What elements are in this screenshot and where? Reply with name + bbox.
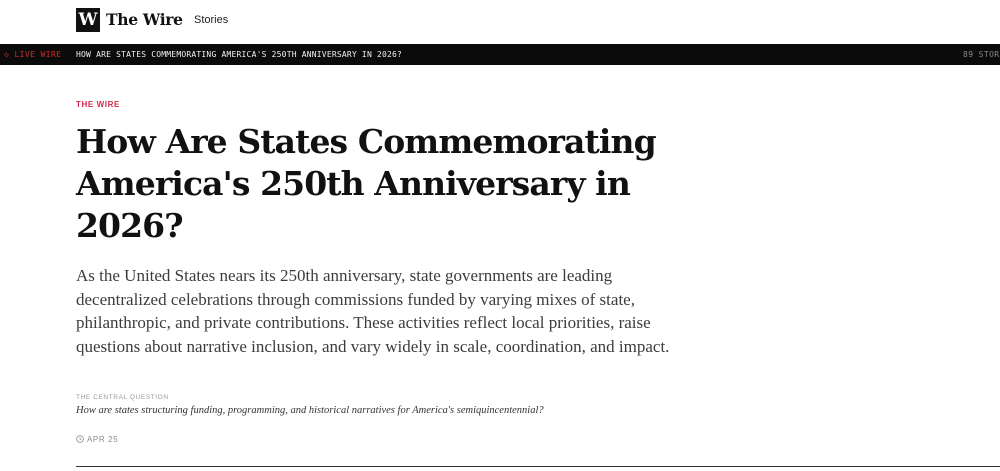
top-nav xyxy=(0,0,1000,44)
article-date xyxy=(76,434,118,446)
diamond-icon: ◇ xyxy=(4,50,10,59)
central-question: How are states structuring funding, programming, and historical narratives for America's semiquincentennial? xyxy=(76,405,544,416)
clock-icon xyxy=(76,435,84,443)
date-text: APR 25 xyxy=(87,435,119,444)
logo-mark[interactable]: W xyxy=(76,8,100,32)
article-dek: As the United States nears its 250th anniversary, state governments are leading decentralized celebrations through commissions funded by varying mixes of state, philanthropic, and private contributions. These activities reflect local priorities, raise questions about narrative inclusion, and vary widely in scale, coordination, and impact. xyxy=(76,266,670,356)
article-title: How Are States Commemorating America's 250th Anniversary in 2026? xyxy=(76,122,656,245)
ticker-headline[interactable]: HOW ARE STATES COMMEMORATING AMERICA'S 250TH ANNIVERSARY IN 2026? xyxy=(76,50,403,59)
site-name[interactable]: The Wire xyxy=(106,10,183,29)
live-wire-label xyxy=(4,44,61,65)
section-divider xyxy=(76,466,1000,467)
story-count: 89 STOR xyxy=(963,50,1000,59)
live-ticker xyxy=(0,44,1000,65)
section-kicker[interactable]: THE WIRE xyxy=(76,100,120,109)
live-wire-text: LIVE WIRE xyxy=(14,50,62,59)
central-question-label: THE CENTRAL QUESTION xyxy=(76,394,169,401)
nav-item-stories[interactable]: Stories xyxy=(194,14,229,26)
